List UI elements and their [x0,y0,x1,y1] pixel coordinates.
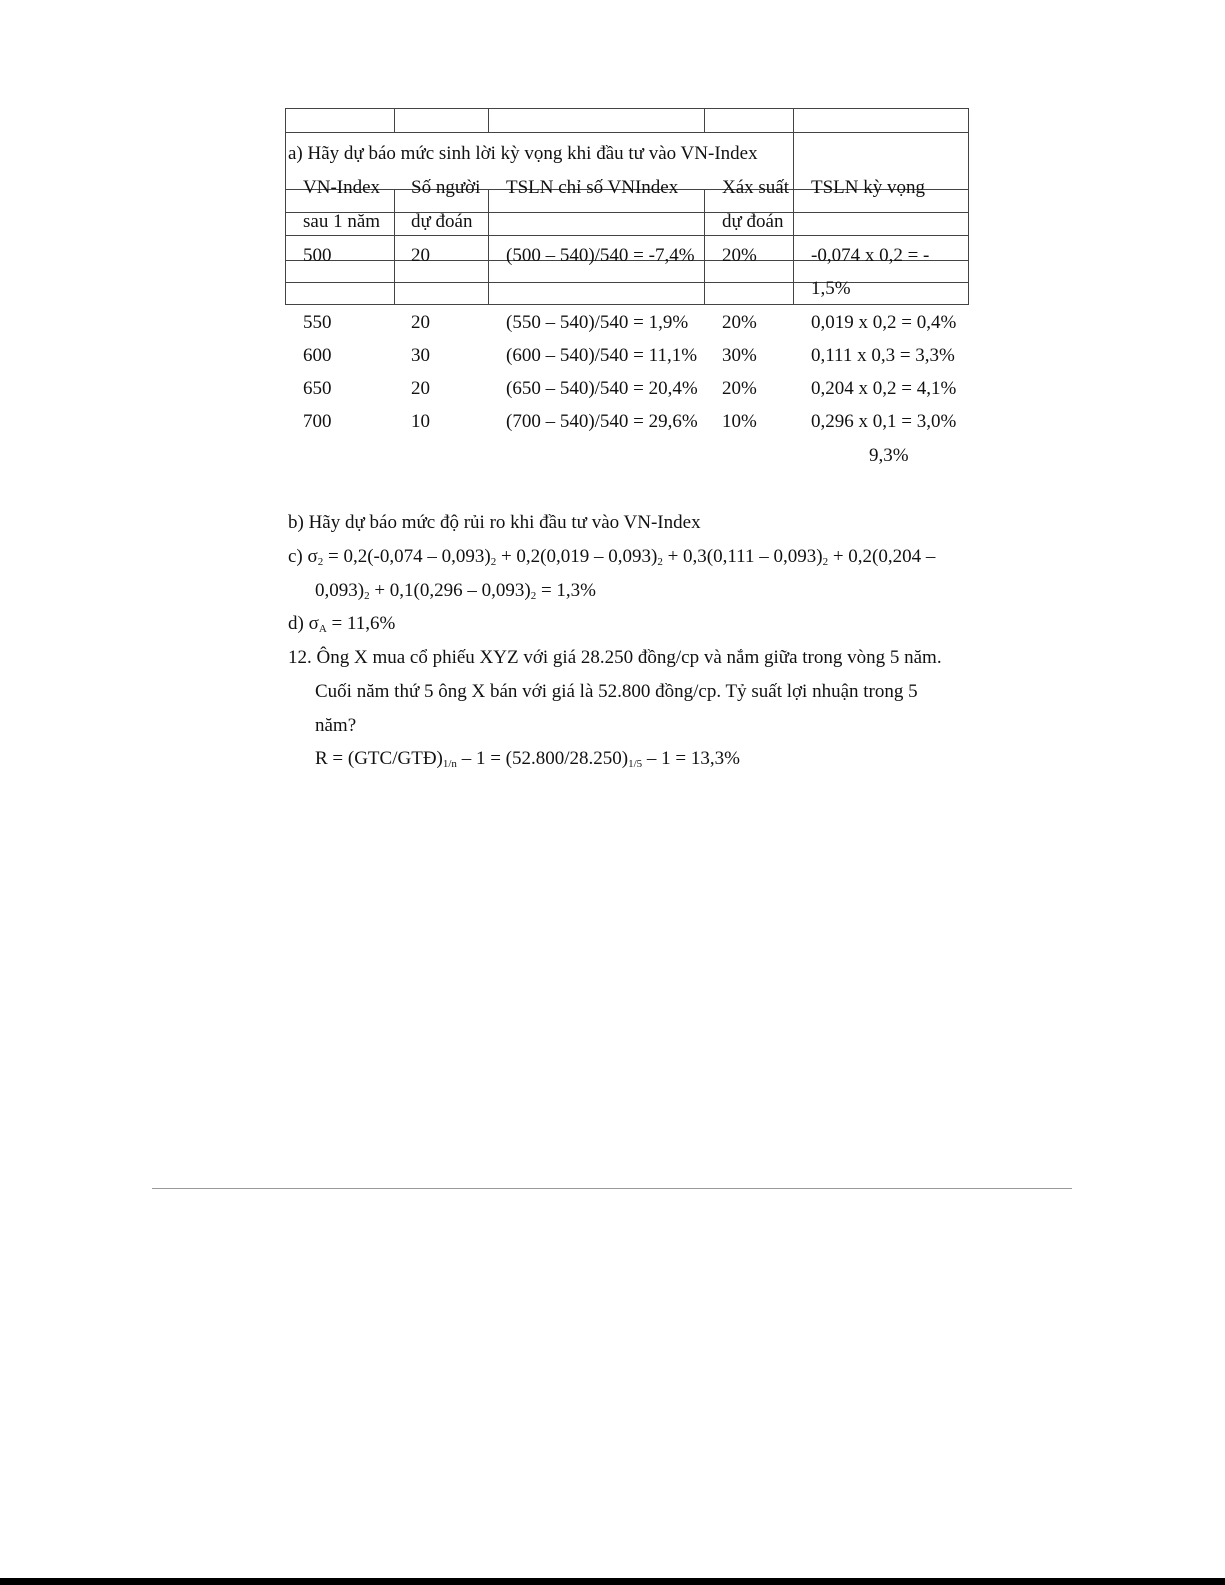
cell-return: (650 – 540)/540 = 20,4% [506,378,698,399]
cell-people: 20 [411,312,430,333]
cell-people: 30 [411,345,430,366]
cell-return: (600 – 540)/540 = 11,1% [506,345,698,366]
col-return-header: TSLN chỉ số VNIndex [506,177,679,198]
col-expected-header: TSLN kỳ vọng [811,177,925,198]
col-vnindex-header: VN-Index [303,177,381,198]
cell-prob: 20% [722,378,757,399]
cell-vnindex: 650 [303,378,332,399]
table-total: 9,3% [869,445,909,466]
bottom-bar [0,1578,1225,1585]
cell-prob: 20% [722,245,757,266]
cell-people: 10 [411,411,430,432]
part-d-result: d) $\sigma_A = 11,6\%$ [288,613,396,635]
cell-return: (550 – 540)/540 = 1,9% [506,312,689,333]
cell-expected-wrap: 1,5% [811,278,851,299]
cell-vnindex: 550 [303,312,332,333]
cell-expected: 0,204 x 0,2 = 4,1% [811,378,957,399]
cell-return: (500 – 540)/540 = -7,4% [506,245,695,266]
part-c-formula-line2: $0,093)_2 + 0,1(0,296 - 0,093)_2 = 1,3\%$ [315,580,596,602]
cell-prob: 20% [722,312,757,333]
cell-return: (700 – 540)/540 = 29,6% [506,411,698,432]
cell-prob: 10% [722,411,757,432]
cell-vnindex: 700 [303,411,332,432]
cell-expected: 0,019 x 0,2 = 0,4% [811,312,957,333]
cell-vnindex: 600 [303,345,332,366]
question-12-formula: $R = (GTC/GTĐ)_{1/n} - 1 = (52.800/28.250)_{1/5} - 1 = 13,3\%$ [315,748,740,770]
col-vnindex-subheader: sau 1 năm [303,211,381,232]
col-people-header: Số người [411,177,481,198]
cell-prob: 30% [722,345,757,366]
part-a-question: a) Hãy dự báo mức sinh lời kỳ vọng khi đầu tư vào VN-Index [288,143,758,164]
part-c-formula-line1: c) $\sigma_2 = 0,2(-0,074 - 0,093)_2 + 0,2(0,019 - 0,093)_2 + 0,3(0,111 - 0,093)_2 + 0,2(0,204$ – [288,546,936,568]
cell-expected: 0,111 x 0,3 = 3,3% [811,345,955,366]
cell-vnindex: 500 [303,245,332,266]
question-12-line3: năm? [315,715,357,736]
cell-people: 20 [411,245,430,266]
col-people-subheader: dự đoán [411,211,473,232]
question-12-line2: Cuối năm thứ 5 ông X bán với giá là 52.800 đồng/cp. Tỷ suất lợi nhuận trong 5 [315,681,918,702]
col-prob-header: Xáx suất [722,177,790,198]
cell-expected: 0,296 x 0,1 = 3,0% [811,411,957,432]
cell-people: 20 [411,378,430,399]
question-12-line1: 12. Ông X mua cổ phiếu XYZ với giá 28.250 đồng/cp và nắm giữa trong vòng 5 năm. [288,647,942,668]
col-prob-subheader: dự đoán [722,211,784,232]
page-divider [152,1188,1072,1189]
cell-expected: -0,074 x 0,2 = - [811,245,930,266]
part-b-question: b) Hãy dự báo mức độ rủi ro khi đầu tư vào VN-Index [288,512,701,533]
